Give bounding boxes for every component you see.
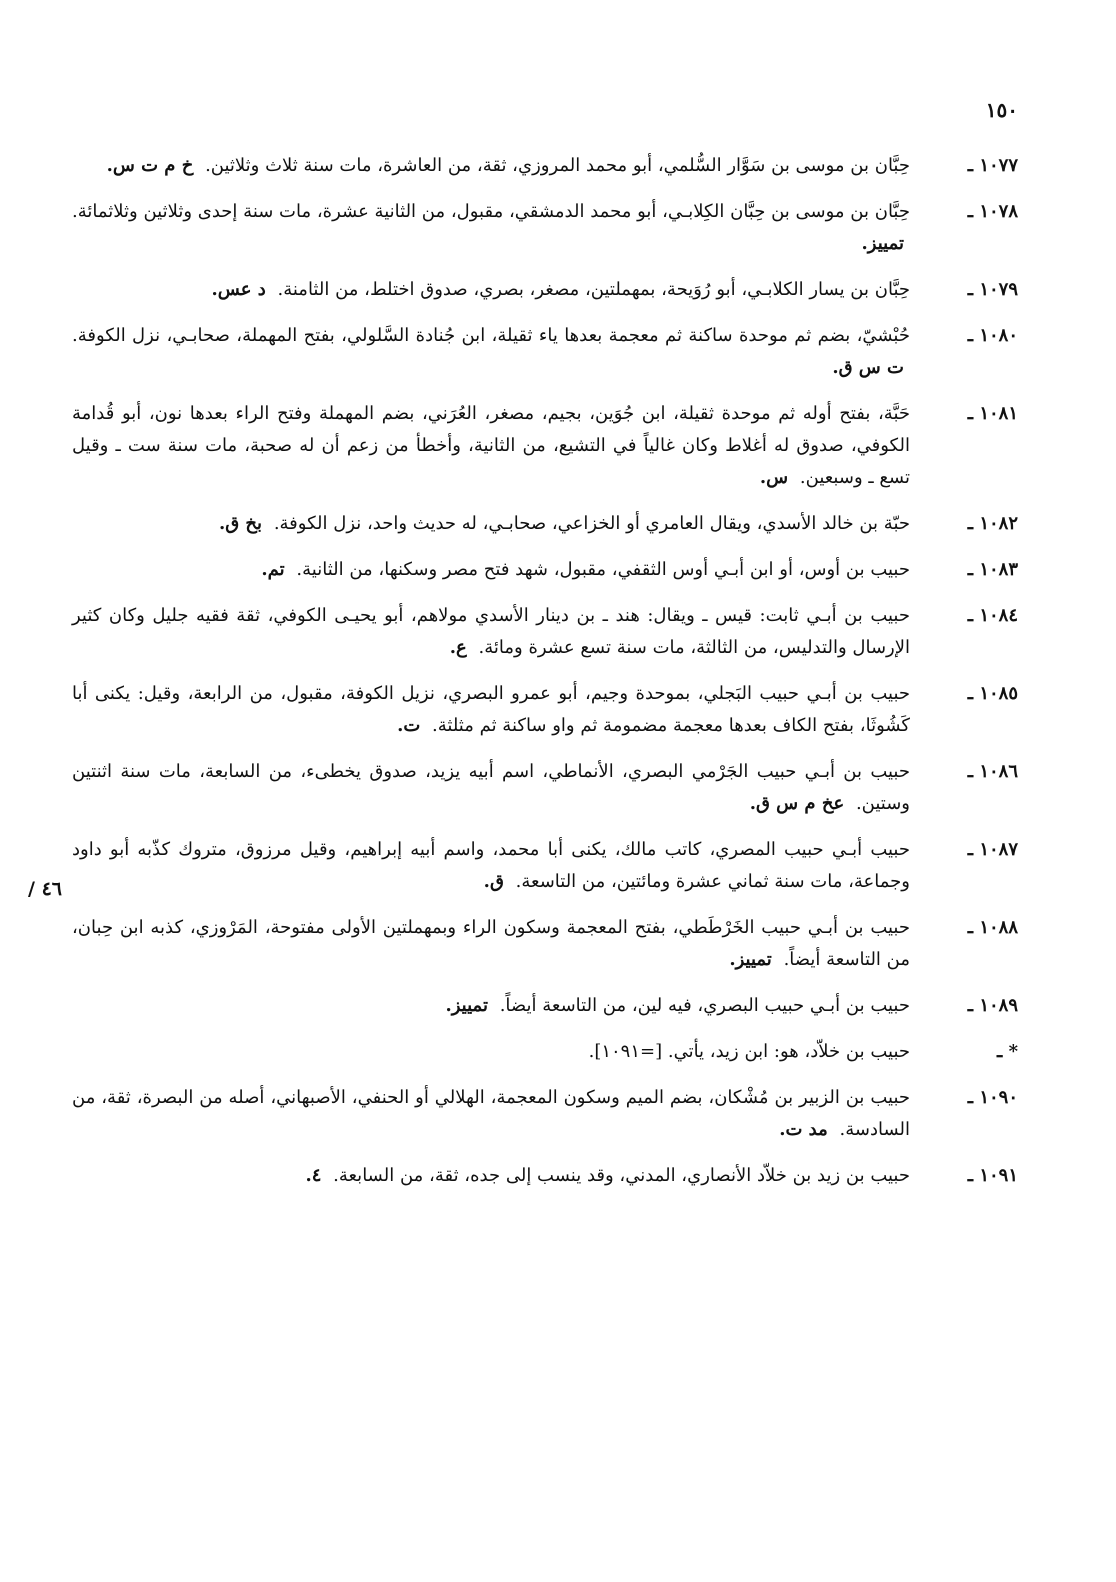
entry-text: حبيب بن خلاّد، هو: ابن زيد، يأتي. [=١٠٩١]. [588,1041,910,1062]
entry-tags: ق. [483,871,504,892]
entry-number: ١٠٨٩ ـ [967,995,1018,1016]
entry-text: حُبْشيّ، بضم ثم موحدة ساكنة ثم معجمة بعدها ياء ثقيلة، ابن جُنادة السَّلولي، بفتح المهملة، صحابـي، نزل الكوفة. [72,325,910,346]
entry-tags: س. [759,467,789,488]
entry-number: ١٠٧٩ ـ [967,279,1018,300]
page-number: ١٥٠ [985,98,1018,122]
entry-tags: خ م ت س. [106,155,194,176]
entry-1086 [72,756,1018,820]
entry-1087 [72,834,1018,898]
entry-text: حبيب بن الزبير بن مُشْكان، بضم الميم وسكون المعجمة، الهلالي أو الحنفي، الأصبهاني، أصله من البصرة، ثقة، من السادسة. [72,1087,910,1140]
entry-1084 [72,600,1018,664]
entry-tags: ع. [449,637,467,658]
entry-number: ١٠٨٨ ـ [967,917,1018,938]
entry-1078 [72,196,1018,260]
margin-note: ٤٦ / [28,878,62,900]
entry-text: حبّة بن خالد الأسدي، ويقال العامري أو الخزاعي، صحابـي، له حديث واحد، نزل الكوفة. [273,513,910,534]
entry-1083 [72,554,1018,586]
entry-number: ١٠٧٨ ـ [967,201,1018,222]
entry-text: حبيب بن أبـي حبيب البصري، فيه لين، من التاسعة أيضاً. [499,995,910,1016]
entry-tags: د عس. [211,279,266,300]
entry-1082 [72,508,1018,540]
entry-1090 [72,1082,1018,1146]
entry-1080 [72,320,1018,384]
entry-tags: ٤. [305,1165,322,1186]
entry-text: حبيب بن أبـي حبيب الجَرْمي البصري، الأنماطي، اسم أبيه يزيد، صدوق يخطىء، من السابعة، مات سنة اثنتين وستين. [72,761,910,814]
entry-text: حبيب بن أبـي حبيب البَجلي، بموحدة وجيم، أبو عمرو البصري، نزيل الكوفة، مقبول، من الرابعة، وقيل: يكنى أبا كَشُوثَا، بفتح الكاف بعدها معجمة مضمومة ثم واو ساكنة ثم مثلثة. [72,683,910,736]
entry-1088 [72,912,1018,976]
entry-text: حِبَّان بن يسار الكلابـي، أبو رُوَيحة، بمهملتين، مصغر، بصري، صدوق اختلط، من الثامنة. [277,279,910,300]
entry-text: حبيب بن أوس، أو ابن أبـي أوس الثقفي، مقبول، شهد فتح مصر وسكنها، من الثانية. [296,559,910,580]
entry-number: ١٠٨٤ ـ [967,605,1018,626]
entry-tags: ت. [397,715,421,736]
entry-1089 [72,990,1018,1022]
entry-number: ١٠٩٠ ـ [967,1087,1018,1108]
entry-tags: ت س ق. [832,357,904,378]
entry-number: ١٠٨٥ ـ [967,683,1018,704]
entry-tags: مد ت. [779,1119,828,1140]
entry-text: حِبَّان بن موسى بن حِبَّان الكِلابـي، أبو محمد الدمشقي، مقبول، من الثانية عشرة، مات سنة إحدى وثلاثين وثلاثمائة. [72,201,910,222]
entry-1081 [72,398,1018,494]
entry-number: ١٠٩١ ـ [967,1165,1018,1186]
entries-list [72,150,1018,1206]
entry-number: ١٠٨٦ ـ [967,761,1018,782]
entry-1079 [72,274,1018,306]
entry-number: ١٠٨٢ ـ [967,513,1018,534]
entry-tags: بخ ق. [218,513,263,534]
entry-text: حبيب بن زيد بن خلاّد الأنصاري، المدني، وقد ينسب إلى جده، ثقة، من السابعة. [333,1165,910,1186]
entry-number: ١٠٧٧ ـ [967,155,1018,176]
entry-text: حبيب بن أبـي حبيب الخَرْطَطي، بفتح المعجمة وسكون الراء وبمهملتين الأولى مفتوحة، المَرْوزي، كذبه ابن حِبان، من التاسعة أيضاً. [72,917,910,970]
entry-tags: تمييز. [861,233,904,254]
entry-tags: تمييز. [729,949,772,970]
entry-number: * ـ [997,1041,1018,1062]
entry-tags: تم. [261,559,285,580]
entry-text: حبيب بن أبـي ثابت: قيس ـ ويقال: هند ـ بن دينار الأسدي مولاهم، أبو يحيـى الكوفي، ثقة فقيه جليل وكان كثير الإرسال والتدليس، من الثالثة، مات سنة تسع عشرة ومائة. [72,605,910,658]
entry-text: حَبَّة، بفتح أوله ثم موحدة ثقيلة، ابن جُوَين، بجيم، مصغر، العُرَني، بضم المهملة وفتح الراء بعدها نون، أبو قُدامة الكوفي، صدوق له أغلاط وكان غالياً في التشيع، من الثانية، وأخطأ من زعم أن له صحبة، مات سنة ست ـ وقيل تسع ـ وسبعين. [72,403,910,488]
entry-number: ١٠٨١ ـ [967,403,1018,424]
entry-cross-reference [72,1036,1018,1068]
entry-text: حبيب أبـي حبيب المصري، كاتب مالك، يكنى أبا محمد، واسم أبيه إبراهيم، وقيل مرزوق، متروك كذّبه أبو داود وجماعة، مات سنة ثماني عشرة ومائتين، من التاسعة. [72,839,910,892]
entry-number: ١٠٨٧ ـ [967,839,1018,860]
entry-1091 [72,1160,1018,1192]
entry-text: حِبَّان بن موسى بن سَوَّار السُّلمي، أبو محمد المروزي، ثقة، من العاشرة، مات سنة ثلاث وثلاثين. [205,155,910,176]
entry-1077 [72,150,1018,182]
entry-number: ١٠٨٠ ـ [967,325,1018,346]
entry-1085 [72,678,1018,742]
entry-number: ١٠٨٣ ـ [967,559,1018,580]
entry-tags: تمييز. [445,995,488,1016]
entry-tags: عخ م س ق. [749,793,845,814]
